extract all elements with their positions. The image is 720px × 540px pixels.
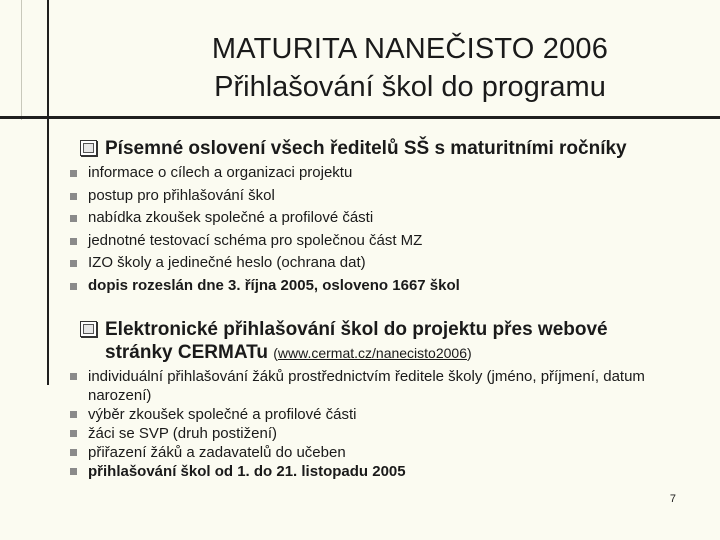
square-bullet-icon <box>70 260 77 267</box>
section-1-heading: Písemné oslovení všech ředitelů SŠ s maturitními ročníky <box>105 138 627 159</box>
cermat-link[interactable]: www.cermat.cz/nanecisto2006 <box>277 345 467 361</box>
list-item <box>88 405 688 424</box>
section-2-heading-line1: Elektronické přihlašování škol do projektu přes webové <box>105 319 608 340</box>
square-bullet-icon <box>70 411 77 418</box>
checkbox-bullet-icon <box>80 321 97 337</box>
list-item-text: přiřazení žáků a zadavatelů do učeben <box>88 444 346 461</box>
square-bullet-icon <box>70 215 77 222</box>
square-bullet-icon <box>70 468 77 475</box>
square-bullet-icon <box>70 449 77 456</box>
title-underline <box>0 116 720 119</box>
section-2-heading <box>105 318 608 365</box>
list-item <box>88 275 460 298</box>
list-item-text: individuální přihlašování žáků prostřednictvím ředitele školy (jméno, příjmení, datum narození) <box>88 368 645 404</box>
list-item <box>88 252 460 275</box>
list-item-text: žáci se SVP (druh postižení) <box>88 425 277 442</box>
decor-vertical-line <box>47 0 49 385</box>
list-item <box>88 185 460 208</box>
list-item <box>88 424 688 443</box>
section-2-list <box>88 367 688 481</box>
title-line-1: MATURITA NANEČISTO 2006 <box>211 33 609 65</box>
section-1-list <box>88 162 460 297</box>
list-item-text: IZO školy a jedinečné heslo (ochrana dat) <box>88 254 366 271</box>
square-bullet-icon <box>70 238 77 245</box>
list-item-text: informace o cílech a organizaci projektu <box>88 164 353 181</box>
square-bullet-icon <box>70 283 77 290</box>
list-item <box>88 462 688 481</box>
list-item <box>88 207 460 230</box>
list-item-text: nabídka zkoušek společné a profilové části <box>88 209 374 226</box>
square-bullet-icon <box>70 170 77 177</box>
list-item-text: výběr zkoušek společné a profilové části <box>88 406 357 423</box>
square-bullet-icon <box>70 373 77 380</box>
paren-close: ) <box>466 345 472 361</box>
section-2-heading-line2: stránky CERMATu <box>105 342 268 363</box>
slide-title <box>110 30 710 106</box>
list-item <box>88 443 688 462</box>
page-number: 7 <box>669 493 676 505</box>
list-item-text: postup pro přihlašování škol <box>88 186 275 204</box>
section-1 <box>80 137 627 160</box>
paren-open: ( <box>273 345 278 361</box>
list-item <box>88 230 460 253</box>
square-bullet-icon <box>70 430 77 437</box>
list-item-text: dopis rozeslán dne 3. října 2005, osloveno 1667 škol <box>88 276 460 294</box>
list-item-text: přihlašování škol od 1. do 21. listopadu 2005 <box>88 463 406 480</box>
square-bullet-icon <box>70 193 77 200</box>
list-item-text: jednotné testovací schéma pro společnou část MZ <box>88 231 423 249</box>
decor-line-light <box>21 0 22 120</box>
checkbox-bullet-icon <box>80 140 97 156</box>
title-line-2: Přihlašování škol do programu <box>214 71 606 103</box>
section-2 <box>80 318 608 365</box>
list-item <box>88 367 688 405</box>
list-item <box>88 162 460 185</box>
